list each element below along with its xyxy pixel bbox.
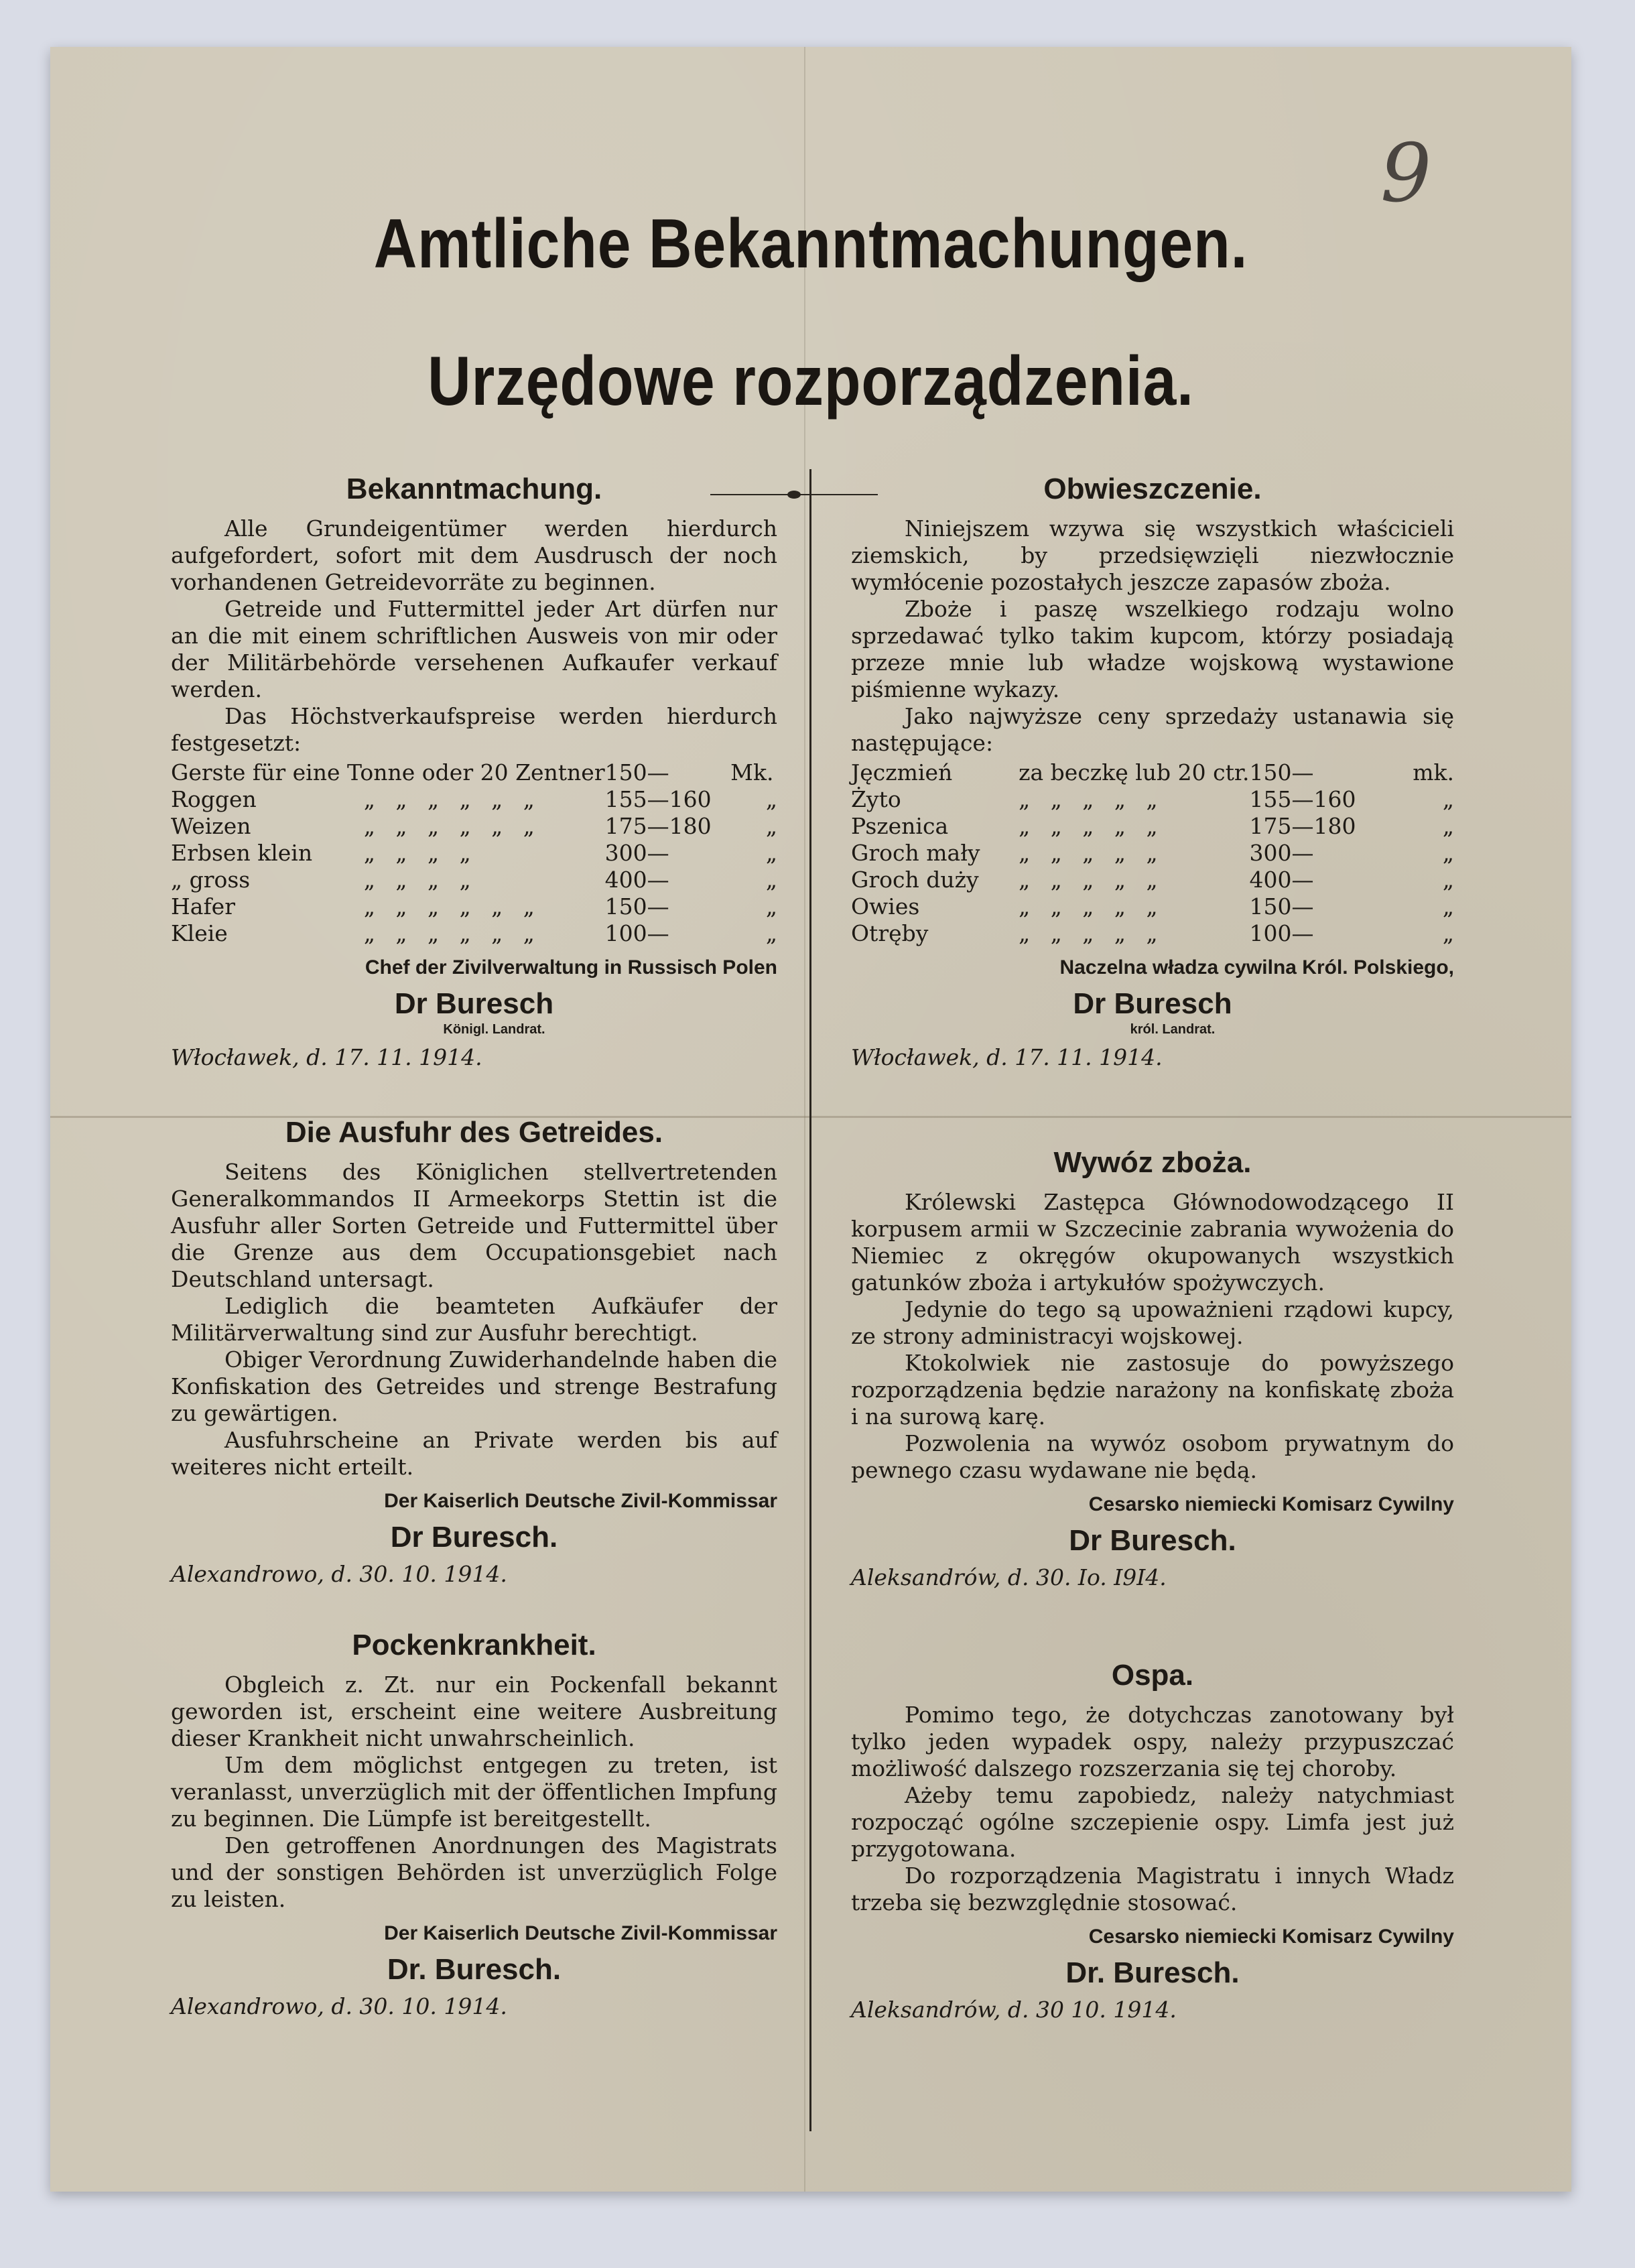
price-value: 100— — [604, 920, 669, 946]
paragraph: Lediglich die beamteten Aufkäufer der Militärverwaltung sind zur Ausfuhr berechtigt. — [171, 1293, 777, 1346]
section-bekanntmachung — [171, 472, 777, 1070]
price-value: 400— — [1249, 867, 1314, 893]
paragraph: Obiger Verordnung Zuwiderhandelnde haben die Konfiskation des Getreides und strenge Bestrafung zu gewärtigen. — [171, 1346, 777, 1426]
ditto-marks: „ „ „ „ „ „ — [363, 813, 541, 839]
price-unit: „ — [1442, 786, 1454, 812]
section-title: Die Ausfuhr des Getreides. — [285, 1116, 663, 1149]
headline-polish: Urzędowe rozporządzenia. — [428, 342, 1194, 420]
section-body — [171, 1672, 777, 1913]
column-divider — [809, 469, 811, 2131]
price-table — [171, 759, 777, 947]
price-value: 100— — [1249, 920, 1314, 946]
price-row — [171, 840, 777, 867]
section-ausfuhr — [171, 1116, 777, 1587]
grain-name: Groch duży — [851, 867, 979, 893]
price-unit: „ — [765, 893, 777, 920]
ditto-marks: „ „ „ „ „ — [1019, 840, 1165, 866]
price-row — [171, 867, 777, 893]
price-row — [851, 759, 1454, 786]
price-unit: „ — [765, 867, 777, 893]
unit-description: za beczkę lub 20 ctr. — [1019, 759, 1250, 785]
section-body — [851, 515, 1454, 757]
grain-name: Otręby — [851, 920, 929, 946]
ditto-marks: „ „ „ „ „ — [1019, 867, 1165, 893]
place-date: Włocławek, d. 17. 11. 1914. — [171, 1044, 482, 1070]
signatory-rank: król. Landrat. — [1130, 1022, 1216, 1037]
price-table — [851, 759, 1454, 947]
grain-name: Pszenica — [851, 813, 949, 839]
price-value: 175—180 — [1249, 813, 1356, 839]
paragraph: Getreide und Futtermittel jeder Art dürfen nur an die mit einem schriftlichen Ausweis von mir oder der Militärbehörde versehenen Aufkaufer verkauf werden. — [171, 596, 777, 702]
ditto-marks: „ „ „ „ „ „ — [363, 893, 541, 920]
paragraph: Ausfuhrscheine an Private werden bis auf weiteres nicht erteilt. — [171, 1427, 777, 1480]
section-ospa — [851, 1659, 1454, 2023]
ditto-marks: „ „ „ „ „ „ — [363, 786, 541, 812]
price-unit: „ — [1442, 893, 1454, 920]
price-value: 155—160 — [1249, 786, 1356, 812]
signatory-name: Dr. Buresch. — [387, 1953, 562, 1986]
grain-name: Erbsen klein — [171, 840, 313, 866]
price-row — [171, 786, 777, 813]
price-row — [851, 867, 1454, 893]
price-row — [851, 786, 1454, 813]
paragraph: Zboże i paszę wszelkiego rodzaju wolno sprzedawać tylko takim kupcom, którzy posiadają przeze mnie lub władze wojskową wystawione piśmienne wykazy. — [851, 596, 1454, 702]
place-date: Włocławek, d. 17. 11. 1914. — [851, 1044, 1163, 1070]
section-title: Obwieszczenie. — [1043, 472, 1262, 505]
price-unit: Mk. — [730, 759, 774, 785]
price-row — [851, 813, 1454, 840]
price-row — [171, 813, 777, 840]
price-value: 300— — [604, 840, 669, 866]
ditto-marks: „ „ „ „ „ — [1019, 786, 1165, 812]
paragraph: Obgleich z. Zt. nur ein Pockenfall bekannt geworden ist, erscheint eine weitere Ausbreitung dieser Krankheit nicht unwahrscheinlich. — [171, 1672, 777, 1751]
place-date: Alexandrowo, d. 30. 10. 1914. — [171, 1561, 507, 1587]
grain-name: Weizen — [171, 813, 251, 839]
section-body — [171, 515, 777, 757]
price-unit: „ — [765, 786, 777, 812]
signatory-office: Der Kaiserlich Deutsche Zivil-Kommissar — [384, 1922, 777, 1944]
paragraph: Das Höchstverkaufspreise werden hierdurch festgesetzt: — [171, 703, 777, 756]
signatory-office: Cesarsko niemiecki Komisarz Cywilny — [1088, 1493, 1454, 1515]
price-unit: „ — [1442, 840, 1454, 866]
section-body — [851, 1702, 1454, 1916]
ditto-marks: „ „ „ „ — [363, 840, 478, 866]
signatory-rank: Königl. Landrat. — [443, 1022, 545, 1037]
signatory-name: Dr Buresch. — [1069, 1524, 1236, 1557]
price-row — [171, 759, 777, 786]
ditto-marks: „ „ „ „ „ — [1019, 813, 1165, 839]
section-title: Wywóz zboża. — [1053, 1146, 1252, 1179]
price-value: 400— — [604, 867, 669, 893]
price-unit: „ — [765, 813, 777, 839]
place-date: Alexandrowo, d. 30. 10. 1914. — [171, 1993, 507, 2019]
grain-name: Owies — [851, 893, 920, 920]
paragraph: Alle Grundeigentümer werden hierdurch aufgefordert, sofort mit dem Ausdrusch der noch vorhandenen Getreidevorräte zu beginnen. — [171, 515, 777, 595]
paragraph: Do rozporządzenia Magistratu i innych Władz trzeba się bezwzględnie stosować. — [851, 1863, 1454, 1915]
price-row — [171, 893, 777, 920]
paragraph: Seitens des Königlichen stellvertretenden Generalkommandos II Armeekorps Stettin ist die Ausfuhr aller Sorten Getreide und Futtermittel über die Grenze aus dem Occupationsgebiet nach Deutschland untersagt. — [171, 1159, 777, 1292]
paragraph: Jako najwyższe ceny sprzedaży ustanawia się następujące: — [851, 703, 1454, 756]
signatory-office: Chef der Zivilverwaltung in Russisch Polen — [365, 956, 777, 979]
price-unit: mk. — [1413, 759, 1454, 785]
price-value: 150— — [604, 759, 669, 785]
price-value: 150— — [1249, 759, 1314, 785]
grain-name: Kleie — [171, 920, 228, 946]
signatory-name: Dr Buresch — [394, 987, 554, 1020]
paragraph: Ażeby temu zapobiedz, należy natychmiast rozpocząć ogólne szczepienie ospy. Limfa jest już przygotowana. — [851, 1782, 1454, 1862]
price-unit: „ — [1442, 813, 1454, 839]
price-value: 150— — [1249, 893, 1314, 920]
price-row — [171, 920, 777, 947]
signatory-office: Cesarsko niemiecki Komisarz Cywilny — [1088, 1926, 1454, 1948]
price-value: 175—180 — [604, 813, 712, 839]
grain-name: Groch mały — [851, 840, 980, 866]
paragraph: Um dem möglichst entgegen zu treten, ist veranlasst, unverzüglich mit der öffentlichen Impfung zu beginnen. Die Lümpfe ist bereitgestellt. — [171, 1752, 777, 1832]
price-value: 150— — [604, 893, 669, 920]
section-wywoz — [851, 1146, 1454, 1590]
price-unit: „ — [1442, 920, 1454, 946]
grain-name: Roggen — [171, 786, 257, 812]
price-unit: „ — [765, 920, 777, 946]
ditto-marks: „ „ „ „ „ — [1019, 920, 1165, 946]
headline-german: Amtliche Bekanntmachungen. — [373, 205, 1248, 283]
place-date: Aleksandrów, d. 30 10. 1914. — [851, 1997, 1177, 2023]
section-body — [171, 1159, 777, 1480]
signatory-office: Naczelna władza cywilna Król. Polskiego, — [1059, 956, 1454, 979]
ornament-center — [787, 491, 801, 499]
grain-name: Jęczmień — [851, 759, 953, 785]
section-obwieszczenie — [851, 472, 1454, 1070]
paragraph: Pozwolenia na wywóz osobom prywatnym do pewnego czasu wydawane nie będą. — [851, 1430, 1454, 1483]
notice-sheet — [50, 47, 1571, 2192]
section-title: Ospa. — [1111, 1659, 1194, 1692]
signatory-name: Dr. Buresch. — [1065, 1956, 1240, 1989]
ditto-marks: „ „ „ „ — [363, 867, 478, 893]
paragraph: Pomimo tego, że dotychczas zanotowany był tylko jeden wypadek ospy, należy przypuszczać możliwość dalszego rozszerzania się tej choroby. — [851, 1702, 1454, 1781]
grain-name: „ gross — [171, 867, 251, 893]
paragraph: Niniejszem wzywa się wszystkich właścicieli ziemskich, by przedsięwzięli niezwłocznie wymłócenie pozostałych jeszcze zapasów zboża. — [851, 515, 1454, 595]
paragraph: Den getroffenen Anordnungen des Magistrats und der sonstigen Behörden ist unverzüglich Folge zu leisten. — [171, 1832, 777, 1912]
price-row — [851, 920, 1454, 947]
price-value: 300— — [1249, 840, 1314, 866]
price-header-label: Gerste für eine Tonne oder 20 Zentner — [171, 759, 605, 785]
grain-name: Hafer — [171, 893, 235, 920]
signatory-name: Dr Buresch. — [390, 1521, 558, 1554]
price-row — [851, 893, 1454, 920]
pencil-page-number: 9 — [1380, 127, 1432, 220]
paragraph: Ktokolwiek nie zastosuje do powyższego rozporządzenia będzie narażony na konfiskatę zboża i na surową karę. — [851, 1350, 1454, 1430]
section-title: Pockenkrankheit. — [352, 1629, 596, 1661]
signatory-office: Der Kaiserlich Deutsche Zivil-Kommissar — [384, 1490, 777, 1512]
price-row — [851, 840, 1454, 867]
price-unit: „ — [765, 840, 777, 866]
section-title: Bekanntmachung. — [346, 472, 602, 505]
section-body — [851, 1189, 1454, 1484]
ditto-marks: „ „ „ „ „ „ — [363, 920, 541, 946]
paragraph: Królewski Zastępca Głównodowodzącego II korpusem armii w Szczecinie zabrania wywożenia do Niemiec z okręgów okupowanych wszystkich gatunków zboża i artykułów spożywczych. — [851, 1189, 1454, 1296]
price-value: 155—160 — [604, 786, 712, 812]
price-unit: „ — [1442, 867, 1454, 893]
signatory-name: Dr Buresch — [1073, 987, 1232, 1020]
ditto-marks: „ „ „ „ „ — [1019, 893, 1165, 920]
paragraph: Jedynie do tego są upoważnieni rządowi kupcy, ze strony administracyi wojskowej. — [851, 1296, 1454, 1349]
section-pocken — [171, 1629, 777, 2019]
place-date: Aleksandrów, d. 30. Io. I9I4. — [851, 1564, 1167, 1590]
grain-name: Żyto — [851, 786, 901, 812]
